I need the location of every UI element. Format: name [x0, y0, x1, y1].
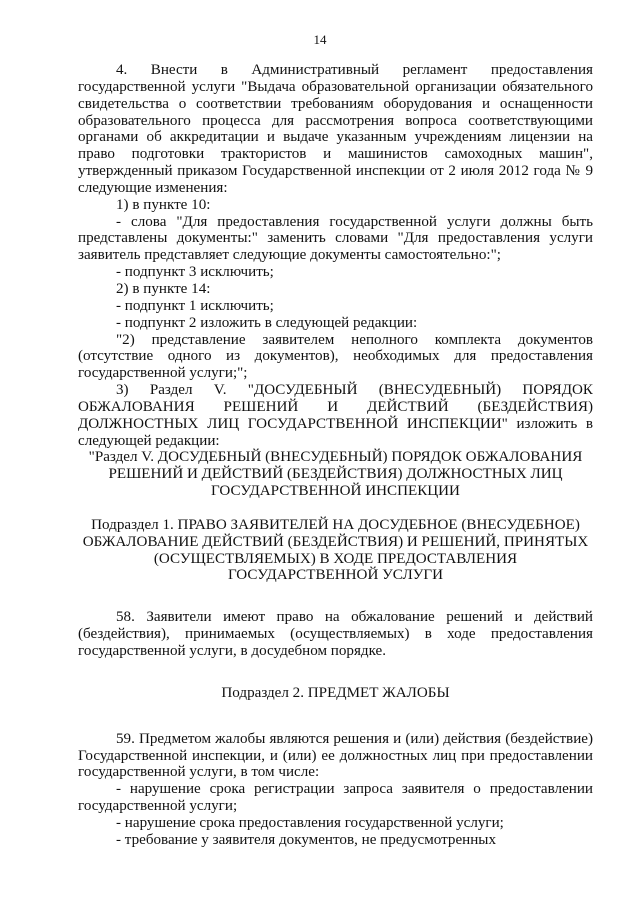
paragraph-registration-delay: - нарушение срока регистрации запроса заявителя о предоставлении государственной услуги;: [78, 781, 593, 815]
paragraph-service-delay: - нарушение срока предоставления государственной услуги;: [116, 814, 504, 831]
paragraph-exclude-subitem-1: - подпункт 1 исключить;: [116, 297, 274, 314]
paragraph-subitem-2: 2) в пункте 14:: [116, 280, 211, 297]
paragraph-documents-requirement: - требование у заявителя документов, не предусмотренных: [116, 831, 496, 848]
section-v-heading: "Раздел V. ДОСУДЕБНЫЙ (ВНЕСУДЕБНЫЙ) ПОРЯДОК ОБЖАЛОВАНИЯ РЕШЕНИЙ И ДЕЙСТВИЙ (БЕЗДЕЙСТВИЯ) ДОЛЖНОСТНЫХ ЛИЦ ГОСУДАРСТВЕННОЙ ИНСПЕКЦИИ: [88, 449, 583, 500]
paragraph-58: 58. Заявители имеют право на обжалование решений и действий (бездействия), принимаемых (осуществляемых) в ходе предоставления государственной услуги, в досудебном порядке.: [78, 609, 593, 659]
page-number: 14: [313, 32, 327, 47]
subsection-1-heading: Подраздел 1. ПРАВО ЗАЯВИТЕЛЕЙ НА ДОСУДЕБНОЕ (ВНЕСУДЕБНОЕ) ОБЖАЛОВАНИЕ ДЕЙСТВИЙ (БЕЗДЕЙСТВИЯ) И РЕШЕНИЙ, ПРИНЯТЫХ (ОСУЩЕСТВЛЯЕМЫХ) В ХОДЕ ПРЕДОСТАВЛЕНИЯ ГОСУДАРСТВЕННОЙ УСЛУГИ: [82, 516, 589, 584]
paragraph-subitem-1: 1) в пункте 10:: [116, 196, 211, 213]
paragraph-item-4: 4. Внести в Административный регламент предоставления государственной услуги "Выдача образовательной организации обязательного свидетельства о соответствии требованиям оборудования и оснащенности образовательного процесса для рассмотрения вопроса соответствующими органами об аккредитации и выдаче указанным учреждениям лицензии на право подготовки трактористов и машинистов самоходных машин", утвержденный приказом Государственной инспекции от 2 июля 2012 года № 9 следующие изменения:: [78, 62, 593, 196]
paragraph-incomplete-documents: "2) представление заявителем неполного комплекта документов (отсутствие одного из документов), необходимых для предоставления государственной услуги;";: [78, 331, 593, 382]
paragraph-words-replacement: - слова "Для предоставления государственной услуги должны быть представлены документы:" заменить словами "Для предоставления услуги заявитель представляет следующие документы самостоятельно:";: [78, 213, 593, 264]
paragraph-new-wording: - подпункт 2 изложить в следующей редакции:: [116, 314, 418, 331]
document-body: [78, 62, 593, 849]
paragraph-59: 59. Предметом жалобы являются решения и (или) действия (бездействие) Государственной инспекции, и (или) ее должностных лиц при предоставлении государственной услуги, в том числе:: [78, 730, 593, 781]
paragraph-exclude-subitem-3: - подпункт 3 исключить;: [116, 264, 274, 281]
paragraph-section-v-replacement: 3) Раздел V. "ДОСУДЕБНЫЙ (ВНЕСУДЕБНЫЙ) ПОРЯДОК ОБЖАЛОВАНИЯ РЕШЕНИЙ И ДЕЙСТВИЙ (БЕЗДЕЙСТВИЯ) ДОЛЖНОСТНЫХ ЛИЦ ГОСУДАРСТВЕННОЙ ИНСПЕКЦИИ" изложить в следующей редакции:: [78, 382, 593, 449]
subsection-2-heading: Подраздел 2. ПРЕДМЕТ ЖАЛОБЫ: [221, 684, 450, 701]
